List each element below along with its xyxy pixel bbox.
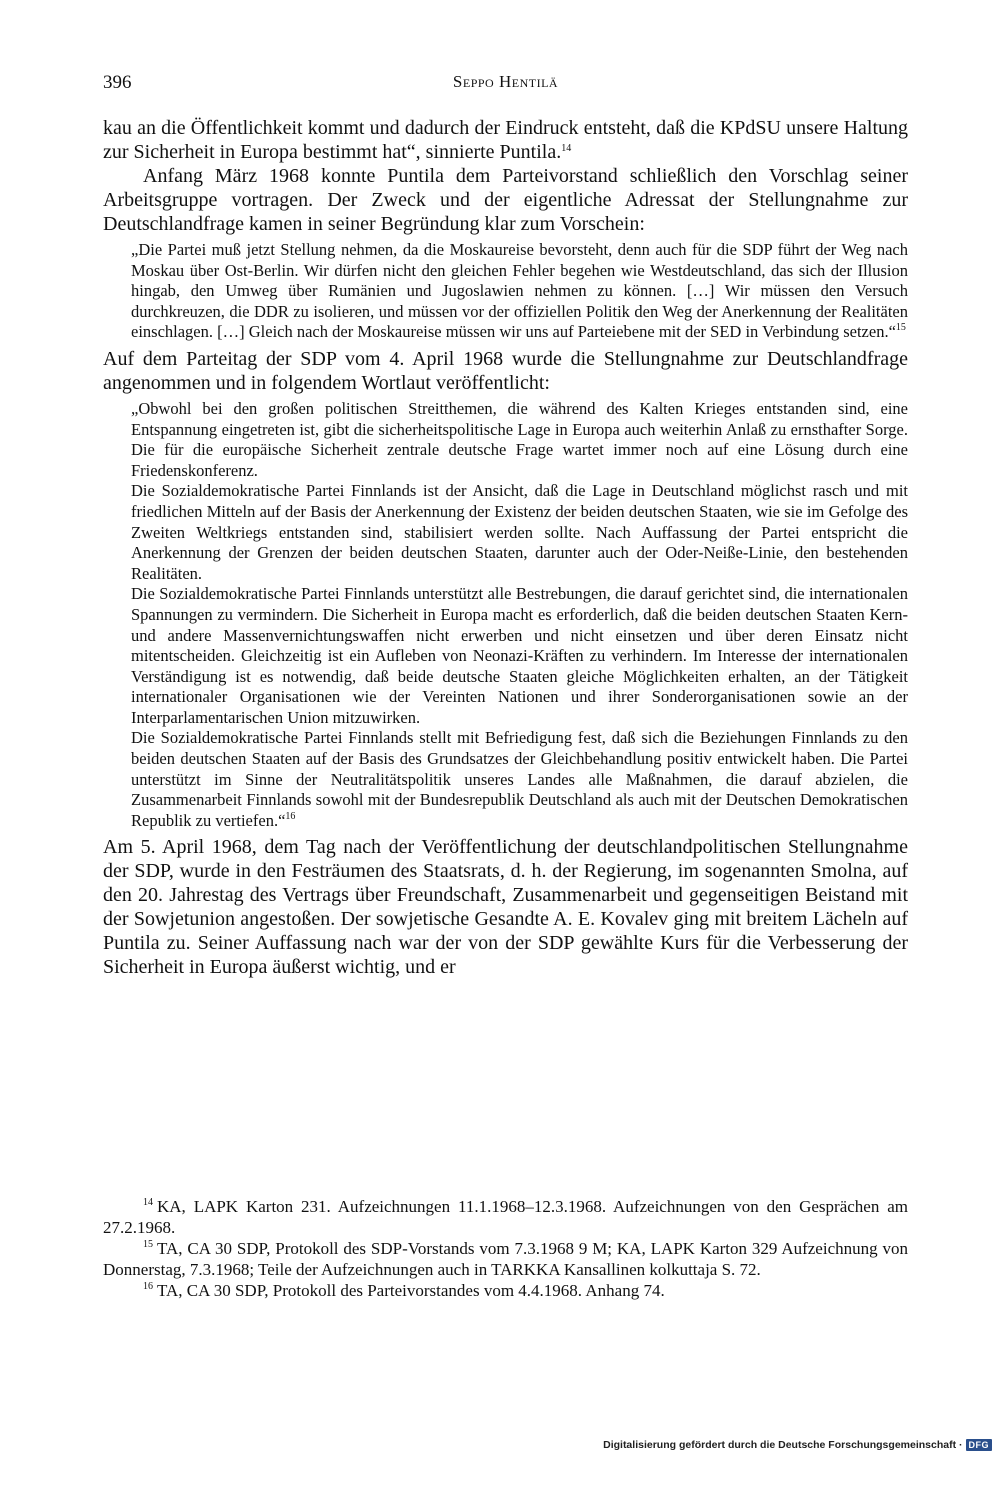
paragraph: Auf dem Parteitag der SDP vom 4. April 1968 wurde die Stellungnahme zur Deutschlandfrage angenommen und in folgendem Wortlaut veröffentlicht:: [103, 347, 908, 394]
quote-paragraph: [131, 240, 908, 343]
paragraph: [103, 116, 908, 164]
footnote-ref: 15: [895, 322, 906, 334]
digitization-footer: [603, 1439, 992, 1451]
footnote-text: TA, CA 30 SDP, Protokoll des SDP-Vorstands vom 7.3.1968 9 M; KA, LAPK Karton 329 Aufzeichnung von Donnerstag, 7.3.1968; Teile der Aufzeichnungen auch in TARKKA Kansallinen kolkuttaja S. 72.: [103, 1239, 908, 1279]
body-text: [103, 116, 908, 979]
footnote: [103, 1280, 908, 1301]
footnote-number: 16: [143, 1281, 153, 1292]
paragraph: Am 5. April 1968, dem Tag nach der Veröffentlichung der deutschlandpolitischen Stellungnahme der SDP, wurde in den Festräumen des Staatsrats, d. h. der Regierung, im sogenannten Smolna, auf den 20. Jahrestag des Vertrags über Freundschaft, Zusammenarbeit und gegenseitigen Beistand mit der Sowjetunion angestoßen. Der sowjetische Gesandte A. E. Kovalev ging mit breitem Lächeln auf Puntila zu. Seiner Auffassung nach war der von der SDP gewählte Kurs für die Verbesserung der Sicherheit in Europa äußerst wichtig, und er: [103, 836, 908, 979]
page-header: [103, 72, 908, 96]
footnote-text: KA, LAPK Karton 231. Aufzeichnungen 11.1.1968–12.3.1968. Aufzeichnungen von den Gesprächen am 27.2.1968.: [103, 1197, 908, 1237]
quote-text: „Die Partei muß jetzt Stellung nehmen, da die Moskaureise bevorsteht, denn auch für die SDP führt der Weg nach Moskau über Ost-Berlin. Wir dürfen nicht den gleichen Fehler begehen wie Westdeutschland, das sich der Illusion hingab, den Umweg über Rumänien und Jugoslawien nehmen zu können. […] Wir müssen den Versuch durchkreuzen, die DDR zu isolieren, und müssen vor der offiziellen Politik den Weg der Anerkennung der Realitäten einschlagen. […] Gleich nach der Moskaureise müssen wir uns auf Parteiebene mit der SED in Verbindung setzen.“: [131, 240, 908, 342]
footnote-number: 15: [143, 1239, 153, 1250]
footnote-text: TA, CA 30 SDP, Protokoll des Parteivorstandes vom 4.4.1968. Anhang 74.: [157, 1281, 665, 1300]
quote-paragraph: Die Sozialdemokratische Partei Finnlands unterstützt alle Bestrebungen, die darauf gerichtet sind, die internationalen Spannungen zu vermindern. Die Sicherheit in Europa macht es erforderlich, daß die beiden deutschen Staaten Kern- und andere Massenvernichtungswaffen nicht erwerben und nicht einsetzen und über deren Einsatz nicht mitentscheiden. Gleichzeitig ist ein Aufleben von Neonazi-Kräften zu verhindern. Im Interesse der internationalen Verständigung ist es notwendig, daß beide deutsche Staaten gleiche Möglichkeiten erhalten, an der Tätigkeit internationaler Organisationen wie der Vereinten Nationen und ihrer Sonderorganisationen sowie an der Interparlamentarischen Union mitzuwirken.: [131, 584, 908, 727]
paragraph: Anfang März 1968 konnte Puntila dem Parteivorstand schließlich den Vorschlag seiner Arbeitsgruppe vortragen. Der Zweck und der eigentliche Adressat der Stellungnahme zur Deutschlandfrage kamen in seiner Begründung klar zum Vorschein:: [103, 165, 908, 235]
footnote: [103, 1238, 908, 1280]
footnote-ref: 16: [285, 810, 296, 822]
footnote-number: 14: [143, 1197, 153, 1208]
quote-text: Die Sozialdemokratische Partei Finnlands stellt mit Befriedigung fest, daß sich die Beziehungen Finnlands zu den beiden deutschen Staaten auf der Basis des Grundsatzes der Gleichbehandlung positiv entwickelt haben. Die Partei unterstützt im Sinne der Neutralitätspolitik unseres Landes alle Maßnahmen, die darauf abzielen, die Zusammenarbeit Finnlands sowohl mit der Bundesrepublik Deutschland als auch mit der Deutschen Demokratischen Republik zu vertiefen.“: [131, 728, 908, 830]
footnotes: [103, 1196, 908, 1301]
quote-paragraph: „Obwohl bei den großen politischen Streitthemen, die während des Kalten Krieges entstanden sind, eine Entspannung eingetreten ist, gibt die sicherheitspolitische Lage in Europa auch weiterhin Anlaß zu ernsthafter Sorge. Die für die europäische Sicherheit zentrale deutsche Frage wartet immer noch auf eine Lösung durch eine Friedenskonferenz.: [131, 398, 908, 480]
running-head: Seppo Hentilä: [452, 72, 559, 91]
footnote-ref: 14: [561, 143, 572, 154]
footer-text: Digitalisierung gefördert durch die Deutsche Forschungsgemeinschaft ·: [603, 1439, 963, 1451]
quote-paragraph: [131, 728, 908, 831]
block-quote: [131, 240, 908, 343]
quote-paragraph: Die Sozialdemokratische Partei Finnlands ist der Ansicht, daß die Lage in Deutschland möglichst rasch und mit friedlichen Mitteln auf der Basis der Anerkennung der Existenz der beiden deutschen Staaten, wie sie im Gefolge des Zweiten Weltkriegs entstanden sind, stabilisiert werden sollte. Nach Auffassung der Partei entspricht die Anerkennung der Grenzen der beiden deutschen Staaten, darunter auch der Oder-Neiße-Linie, den bestehenden Realitäten.: [131, 481, 908, 583]
page-number: 396: [103, 72, 132, 93]
dfg-logo-icon: DFG: [966, 1439, 993, 1451]
footnote: [103, 1196, 908, 1238]
paragraph-text: kau an die Öffentlichkeit kommt und dadurch der Eindruck entsteht, daß die KPdSU unsere Haltung zur Sicherheit in Europa bestimmt hat“, sinnierte Puntila.: [103, 117, 908, 163]
block-quote: [131, 399, 908, 831]
